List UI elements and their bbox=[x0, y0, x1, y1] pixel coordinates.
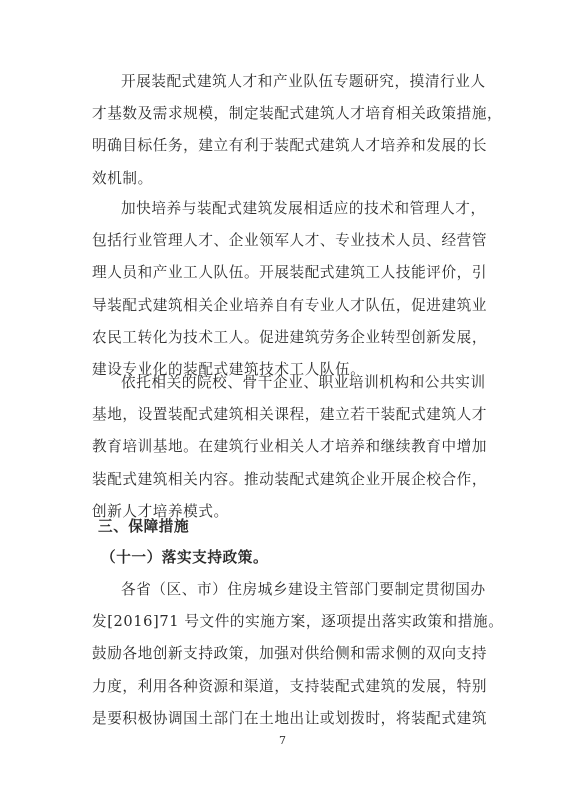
text-line: 明确目标任务，建立有利于装配式建筑人才培养和发展的长 bbox=[92, 137, 488, 155]
text-line: 建设专业化的装配式建筑技术工人队伍。 bbox=[92, 360, 366, 378]
text-line: 基地，设置装配式建筑相关课程，建立若干装配式建筑人才 bbox=[92, 406, 488, 424]
text-line: 鼓励各地创新支持政策，加强对供给侧和需求侧的双向支持 bbox=[92, 645, 488, 663]
text-line: 创新人才培养模式。 bbox=[92, 502, 229, 520]
text-line: 是要积极协调国土部门在土地出让或划拨时，将装配式建筑 bbox=[92, 709, 488, 727]
page-number: 7 bbox=[279, 734, 286, 747]
text-line: 包括行业管理人才、企业领军人才、专业技术人员、经营管 bbox=[92, 232, 488, 250]
paragraph-support-policy bbox=[92, 574, 504, 735]
text-line: 农民工转化为技术工人。促进建筑劳务企业转型创新发展， bbox=[92, 328, 488, 346]
text-line: 力度，利用各种资源和渠道，支持装配式建筑的发展，特别 bbox=[92, 677, 488, 695]
text-line: 导装配式建筑相关企业培养自有专业人才队伍，促进建筑业 bbox=[92, 296, 488, 314]
paragraph-training-bases bbox=[92, 367, 488, 528]
text-line: 装配式建筑相关内容。推动装配式建筑企业开展企校合作， bbox=[92, 470, 488, 488]
text-line: 开展装配式建筑人才和产业队伍专题研究，摸清行业人 bbox=[121, 73, 486, 90]
text-line: 发[2016]71 号文件的实施方案，逐项提出落实政策和措施。 bbox=[92, 613, 504, 631]
text-line: 各省（区、市）住房城乡建设主管部门要制定贯彻国办 bbox=[121, 581, 486, 598]
text-line: 加快培养与装配式建筑发展相适应的技术和管理人才， bbox=[121, 200, 486, 217]
text-line: 依托相关的院校、骨干企业、职业培训机构和公共实训 bbox=[121, 374, 486, 391]
text-line: 才基数及需求规模，制定装配式建筑人才培育相关政策措施， bbox=[92, 105, 503, 123]
paragraph-talent-research bbox=[92, 66, 503, 195]
text-line: 理人员和产业工人队伍。开展装配式建筑工人技能评价，引 bbox=[92, 264, 488, 282]
text-line: 教育培训基地。在建筑行业相关人才培养和继续教育中增加 bbox=[92, 438, 488, 456]
text-line: 效机制。 bbox=[92, 169, 153, 187]
section-heading: 三、保障措施 bbox=[98, 518, 190, 535]
paragraph-talent-cultivation bbox=[92, 193, 488, 386]
subsection-heading: （十一）落实支持政策。 bbox=[101, 549, 269, 566]
